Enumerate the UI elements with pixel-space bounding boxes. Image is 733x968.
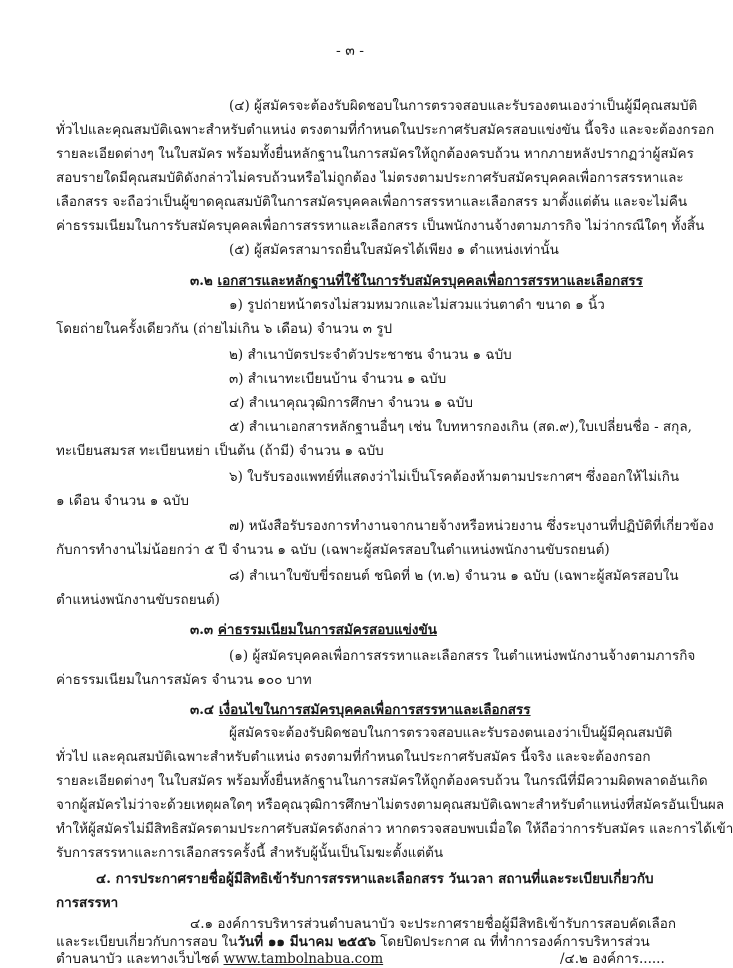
- section-4-heading-line-2: การสรรหา: [56, 895, 119, 911]
- item-7-line-2: กับการทำงานไม่น้อยกว่า ๕ ปี จำนวน ๑ ฉบับ (เฉพาะผู้สมัครสอบในตำแหน่งพนักงานขับรถยนต์): [56, 542, 610, 558]
- item-3: ๓) สำเนาทะเบียนบ้าน จำนวน ๑ ฉบับ: [229, 371, 447, 387]
- s1-line-1: (๔) ผู้สมัครจะต้องรับผิดชอบในการตรวจสอบและรับรองตนเองว่าเป็นผู้มีคุณสมบัติ: [229, 98, 698, 114]
- condition-line-2: ทั่วไป และคุณสมบัติเฉพาะสำหรับตำแหน่ง ตรงตามที่กำหนดในประกาศรับสมัคร นี้จริง และจะต้องกรอก: [56, 749, 651, 765]
- section-3-4-title: เงื่อนไขในการสมัครบุคคลเพื่อการสรรหาและเลือกสรร: [218, 702, 531, 718]
- condition-line-5: ทำให้ผู้สมัครไม่มีสิทธิสมัครตามประกาศรับสมัครดังกล่าว หากตรวจสอบพบเมื่อใด ให้ถือว่าการรับสมัคร และการได้เข้า: [56, 821, 733, 837]
- s1-line-4: สอบรายใดมีคุณสมบัติดังกล่าวไม่ครบถ้วนหรือไม่ถูกต้อง ไม่ตรงตามประกาศรับสมัครบุคคลเพื่อการสรรหาและ: [56, 170, 684, 186]
- section-3-3-number: ๓.๓: [190, 622, 214, 638]
- section-3-2-heading: [190, 272, 643, 290]
- item-8-line-1: ๘) สำเนาใบขับขี่รถยนต์ ชนิดที่ ๒ (ท.๒) จำนวน ๑ ฉบับ (เฉพาะผู้สมัครสอบใน: [229, 568, 679, 584]
- condition-line-4: จากผู้สมัครไม่ว่าจะด้วยเหตุผลใดๆ หรือคุณวุฒิการศึกษาไม่ตรงตามคุณสมบัติเฉพาะสำหรับตำแหน่งที่สมัครอันเป็นผล: [56, 797, 725, 813]
- item-2: ๒) สำเนาบัตรประจำตัวประชาชน จำนวน ๑ ฉบับ: [229, 347, 512, 363]
- continue-footer: /๔.๒ องค์การ......: [560, 951, 665, 967]
- s1-line-3: รายละเอียดต่างๆ ในใบสมัคร พร้อมทั้งยื่นหลักฐานในการสมัครให้ถูกต้องครบถ้วน หากภายหลังปรากฏว่าผู้สมัคร: [56, 146, 694, 162]
- item-5-line-1: ๕) สำเนาเอกสารหลักฐานอื่นๆ เช่น ใบทหารกองเกิน (สด.๙),ใบเปลี่ยนชื่อ - สกุล,: [229, 419, 692, 435]
- item-7-line-1: ๗) หนังสือรับรองการทำงานจากนายจ้างหรือหน่วยงาน ซึ่งระบุงานที่ปฏิบัติที่เกี่ยวข้อง: [229, 518, 714, 534]
- section-3-3-title: ค่าธรรมเนียมในการสมัครสอบแข่งขัน: [217, 622, 437, 638]
- item-5-line-2: ทะเบียนสมรส ทะเบียนหย่า เป็นต้น (ถ้ามี) จำนวน ๑ ฉบับ: [56, 443, 384, 459]
- s1-line-2: ทั่วไปและคุณสมบัติเฉพาะสำหรับตำแหน่ง ตรงตามที่กำหนดในประกาศรับสมัครสอบแข่งขัน นี้จริง และจะต้องกรอก: [56, 122, 715, 138]
- announce-line-1: ๔.๑ องค์การบริหารส่วนตำบลนาบัว จะประกาศรายชื่อผู้มีสิทธิเข้ารับการสอบคัดเลือก: [190, 916, 677, 932]
- announce-line-3: [56, 950, 476, 968]
- item-6-line-1: ๖) ใบรับรองแพทย์ที่แสดงว่าไม่เป็นโรคต้องห้ามตามประกาศฯ ซึ่งออกให้ไม่เกิน: [229, 469, 680, 485]
- item-4: ๔) สำเนาคุณวุฒิการศึกษา จำนวน ๑ ฉบับ: [229, 395, 473, 411]
- section-3-2-title: เอกสารและหลักฐานที่ใช้ในการรับสมัครบุคคลเพื่อการสรรหาและเลือกสรร: [217, 273, 643, 289]
- item-6-line-2: ๑ เดือน จำนวน ๑ ฉบับ: [56, 493, 189, 509]
- section-4-heading-line-1: ๔. การประกาศรายชื่อผู้มีสิทธิเข้ารับการสรรหาและเลือกสรร วันเวลา สถานที่และระเบียบเกี่ยวกับ: [96, 871, 654, 887]
- s1-line-5: เลือกสรร จะถือว่าเป็นผู้ขาดคุณสมบัติในการสมัครบุคคลเพื่อการสรรหาและเลือกสรร มาตั้งแต่ต้น และจะไม่คืน: [56, 194, 688, 210]
- condition-line-3: รายละเอียดต่างๆ ในใบสมัคร พร้อมทั้งยื่นหลักฐานในการสมัครให้ถูกต้องครบถ้วน ในกรณีที่มีความผิดพลาดอันเกิด: [56, 773, 708, 789]
- item-8-line-2: ตำแหน่งพนักงานขับรถยนต์): [56, 592, 220, 608]
- fee-line-2: ค่าธรรมเนียมในการสมัคร จำนวน ๑๐๐ บาท: [56, 672, 312, 688]
- announce-date-suffix: โดยปิดประกาศ ณ ที่ทำการองค์การบริหารส่วน: [375, 934, 650, 950]
- page-number: - ๓ -: [336, 43, 364, 59]
- condition-line-1: ผู้สมัครจะต้องรับผิดชอบในการตรวจสอบและรับรองตนเองว่าเป็นผู้มีคุณสมบัติ: [229, 725, 673, 741]
- fee-line-1: (๑) ผู้สมัครบุคคลเพื่อการสรรหาและเลือกสรร ในตำแหน่งพนักงานจ้างตามภารกิจ: [229, 648, 696, 664]
- s1-line-7: (๕) ผู้สมัครสามารถยื่นใบสมัครได้เพียง ๑ ตำแหน่งเท่านั้น: [229, 242, 559, 258]
- s1-line-6: ค่าธรรมเนียมในการรับสมัครบุคคลเพื่อการสรรหาและเลือกสรร เป็นพนักงานจ้างตามภารกิจ ไม่ว่ากรณีใดๆ ทั้งสิ้น: [56, 218, 705, 234]
- announce-date-prefix: และระเบียบเกี่ยวกับการสอบ ใน: [56, 934, 238, 950]
- website-link[interactable]: www.tambolnabua.com: [223, 951, 384, 967]
- item-1-line-1: ๑) รูปถ่ายหน้าตรงไม่สวมหมวกและไม่สวมแว่นตาดำ ขนาด ๑ นิ้ว: [229, 297, 605, 313]
- section-3-4-number: ๓.๔: [190, 702, 215, 718]
- item-1-line-2: โดยถ่ายในครั้งเดียวกัน (ถ่ายไม่เกิน ๖ เดือน) จำนวน ๓ รูป: [56, 321, 393, 337]
- announce-line-2: [56, 933, 654, 951]
- condition-line-6: รับการสรรหาและการเลือกสรรครั้งนี้ สำหรับผู้นั้นเป็นโมฆะตั้งแต่ต้น: [56, 845, 444, 861]
- announce-date: วันที่ ๑๑ มีนาคม ๒๕๕๖: [237, 934, 376, 950]
- section-3-3-heading: [190, 621, 437, 639]
- announce-website-prefix: ตำบลนาบัว และทางเว็บไซต์: [56, 951, 224, 967]
- section-3-4-heading: [190, 701, 531, 719]
- section-3-2-number: ๓.๒: [190, 273, 213, 289]
